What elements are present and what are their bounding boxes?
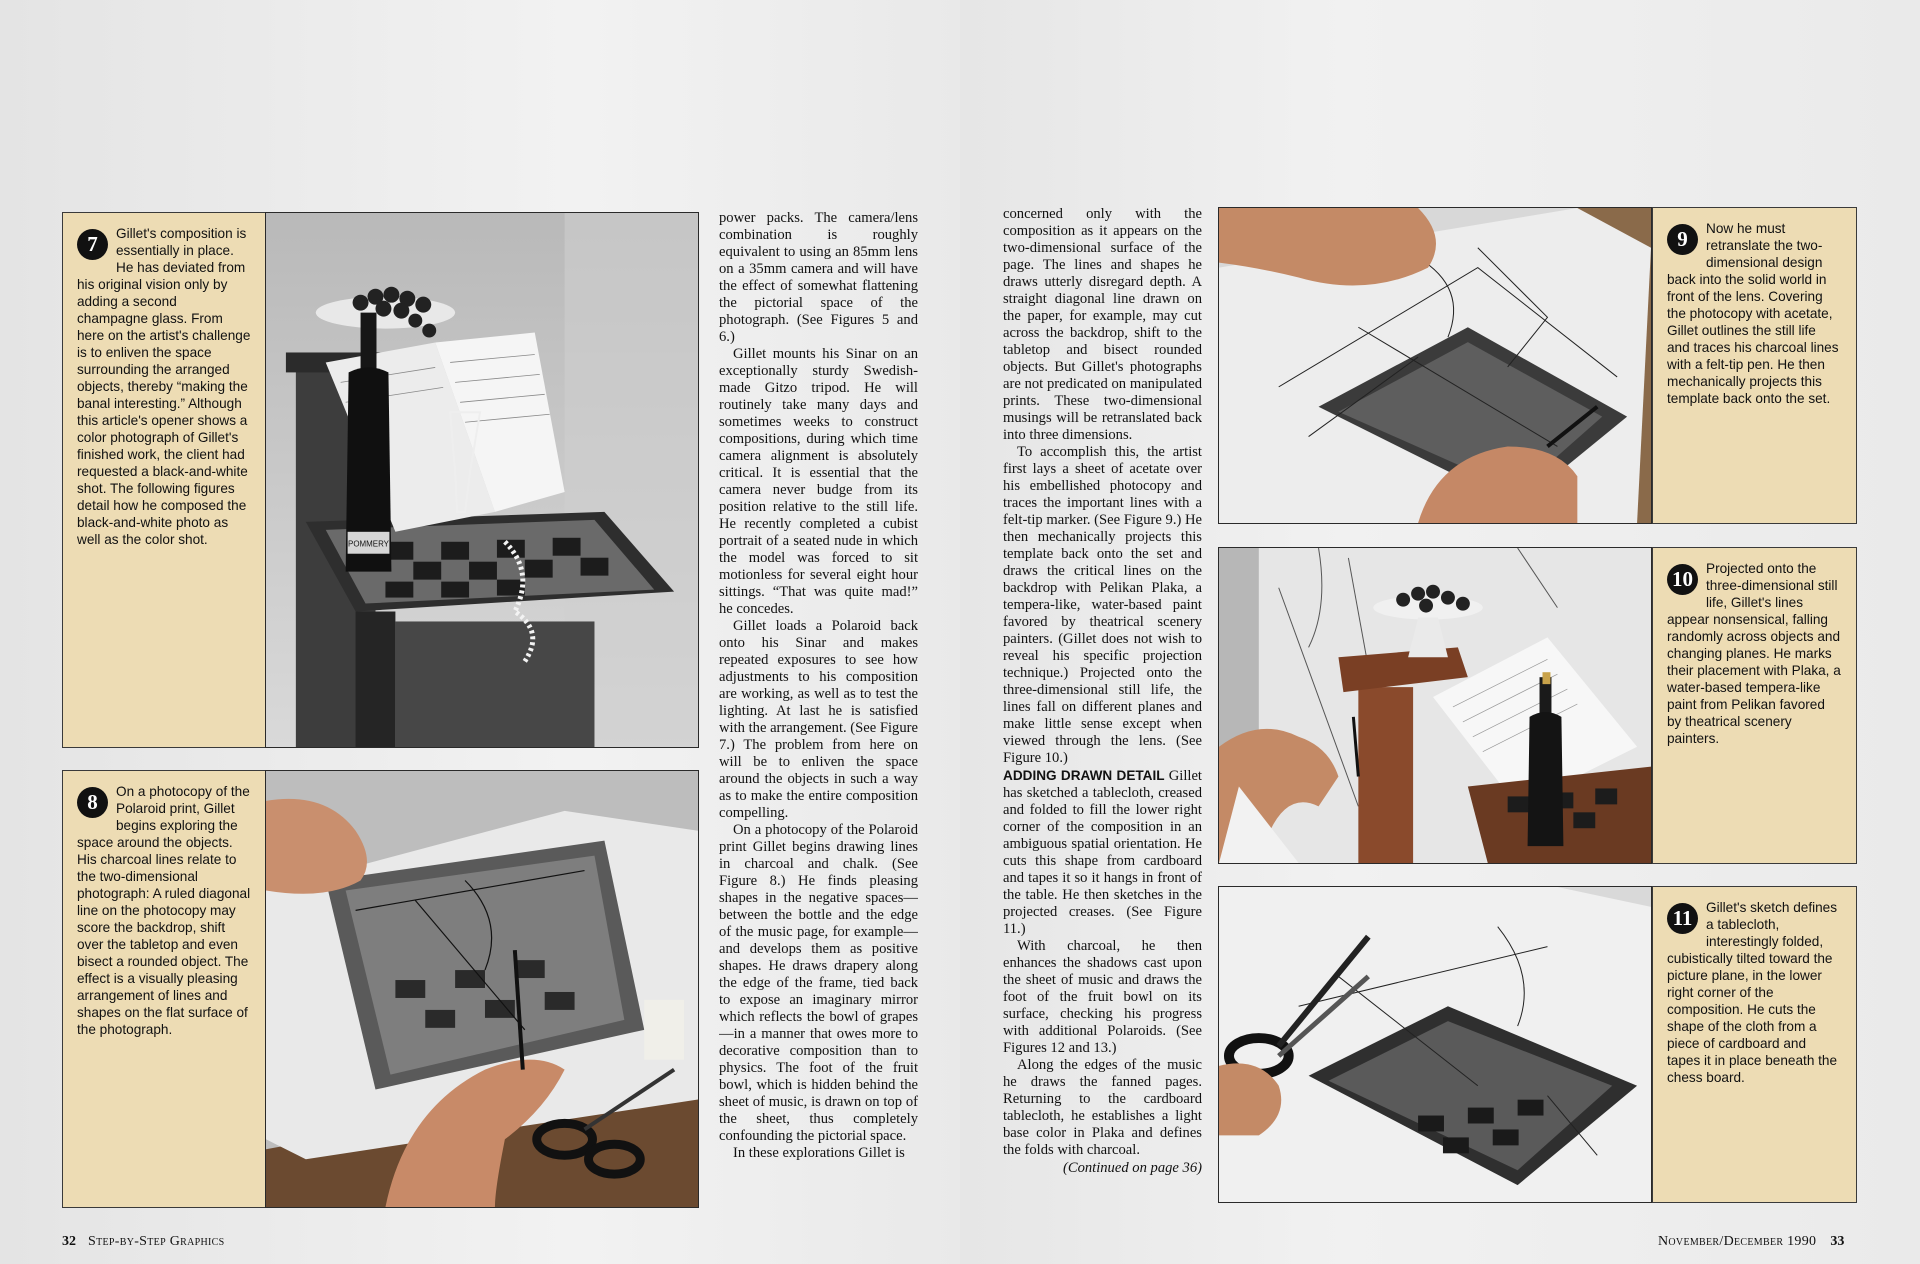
magazine-title: Step-by-Step Graphics	[88, 1234, 225, 1249]
caption-8-text: On a photocopy of the Polaroid print, Gillet begins exploring the space around the objects. His charcoal lines relate to the two-dimensional photograph: A ruled diagonal line on the photocopy may score the backdrop, shift over the tabletop and even bisect a rounded object. The effect is a visually pleasing arrangement of lines and shapes on the flat surface of the photograph.	[77, 784, 251, 1037]
article-paragraph: With charcoal, he then enhances the shadows cast upon the sheet of music and draws the foot of the fruit bowl on its surface, checking his progress with additional Polaroids. (See Figures 12 and 13.)	[1003, 938, 1202, 1056]
right-folio	[1658, 1234, 1844, 1250]
caption-10	[1652, 547, 1857, 864]
left-page-number: 32	[62, 1234, 76, 1249]
article-paragraph: Gillet has sketched a tablecloth, creased and folded to fill the lower right corner of the composition in an ambiguous spatial orientation. He cuts this shape from cardboard and tapes it so it hangs in front of the table. He then sketches in the projected creases. (See Figure 11.)	[1003, 768, 1202, 937]
article-column-left	[719, 210, 918, 1210]
figure-number-7: 7	[77, 229, 108, 260]
figure-9-photo	[1218, 207, 1652, 524]
figure-10-photo	[1218, 547, 1652, 864]
figure-8-photo	[265, 770, 699, 1208]
caption-8	[62, 770, 266, 1208]
figure-7-photo	[265, 212, 699, 748]
issue-date: November/December 1990	[1658, 1234, 1817, 1249]
caption-7	[62, 212, 266, 748]
right-page-number: 33	[1830, 1234, 1845, 1249]
caption-7-text: Gillet's composition is essentially in place. He has deviated from his original vision only by adding a second champagne glass. From here on the artist's challenge is to enliven the space surrounding the arranged objects, thereby “making the banal interesting.” Although this article's opener shows a color photograph of Gillet's finished work, the client had requested a black-and-white shot. The following figures detail how he composed the black-and-white photo as well as the color shot.	[77, 226, 251, 547]
figure-number-9: 9	[1667, 224, 1698, 255]
figure-number-10: 10	[1667, 564, 1698, 595]
article-paragraph: power packs. The camera/lens combination is roughly equivalent to using an 85mm lens on a 35mm camera and will have the effect of somewhat flattening the pictorial space of the photograph. (See Figures 5 and 6.)	[719, 210, 918, 345]
article-paragraph: Gillet loads a Polaroid back onto his Sinar and makes repeated exposures to see how adjustments to his composition are working, as well as to test the lighting. At last he is satisfied with the arrangement. (See Figure 7.) The problem from here on will be to enliven the space around the objects in such a way as to make the entire composition compelling.	[719, 618, 918, 821]
article-paragraph: Gillet mounts his Sinar on an exceptionally sturdy Swedish-made Gitzo tripod. He will routinely take many days and sometimes weeks to construct compositions, during which time camera alignment is absolutely critical. It is essential that the camera never budge from its position relative to the still life. He recently completed a cubist portrait of a seated nude in which the model was forced to sit motionless for several eight hour sittings. “That was quite mad!” he concedes.	[719, 346, 918, 617]
article-paragraph: concerned only with the composition as it appears on the two-dimensional surface of the page. The lines and shapes he draws utterly disregard depth. A straight diagonal line drawn on the paper, for example, may cut across the backdrop, shift to the tabletop and bisect rounded objects. But Gillet's photographs are not predicated on manipulated prints. These two-dimensional musings will be retranslated back into three dimensions.	[1003, 206, 1202, 443]
bottle-label-text: POMMERY	[348, 539, 389, 549]
caption-11-text: Gillet's sketch defines a tablecloth, interestingly folded, cubistically tilted toward the picture plane, in the lower right corner of the composition. He cuts the shape of the cloth from a piece of cardboard and tapes it in place beneath the chess board.	[1667, 900, 1838, 1085]
article-paragraph: On a photocopy of the Polaroid print Gillet begins drawing lines in charcoal and chalk. (See Figure 8.) He finds pleasing shapes in the negative spaces—between the bottle and the edge of the music page, for example—and develops them as positive shapes. He draws drapery along the edge of the frame, tied back to expose an imaginary mirror which reflects the bowl of grapes—in a manner that owes more to decorative composition than to physics. The foot of the fruit bowl, which is hidden behind the sheet of music, is drawn on top of the sheet, thus completely confounding the pictorial space.	[719, 822, 918, 1144]
article-paragraph: In these explorations Gillet is	[733, 1145, 905, 1161]
section-subhead: ADDING DRAWN DETAIL	[1003, 768, 1165, 783]
caption-9-text: Now he must retranslate the two-dimensional design back into the solid world in front of the lens. Covering the photocopy with acetate, Gillet outlines the still life and traces his charcoal lines with a felt-tip pen. He then mechanically projects this template back onto the set.	[1667, 221, 1839, 406]
caption-10-text: Projected onto the three-dimensional still life, Gillet's lines appear nonsensical, falling randomly across objects and changing planes. He marks their placement with Plaka, a water-based tempera-like paint from Pelikan favored by theatrical scenery painters.	[1667, 561, 1841, 746]
caption-9	[1652, 207, 1857, 524]
continued-note: (Continued on page 36)	[1062, 1160, 1202, 1176]
figure-11-photo	[1218, 886, 1652, 1203]
figure-number-8: 8	[77, 787, 108, 818]
article-column-right	[1003, 206, 1202, 1210]
figure-number-11: 11	[1667, 903, 1698, 934]
left-folio	[62, 1234, 225, 1250]
caption-11	[1652, 886, 1857, 1203]
article-paragraph: Along the edges of the music he draws the fanned pages. Returning to the cardboard tablecloth, he establishes a light base color in Plaka and defines the folds with charcoal.	[1003, 1057, 1202, 1158]
article-paragraph: To accomplish this, the artist first lays a sheet of acetate over his embellished photocopy and traces the important lines with a felt-tip marker. (See Figure 9.) He then mechanically projects this template back onto the set and draws the critical lines on the backdrop with Pelikan Plaka, a tempera-like, water-based paint favored by theatrical scenery painters. (Gillet does not wish to reveal his specific projection technique.) Projected onto the three-dimensional still life, the lines fall on different planes and make little sense except when viewed through the lens. (See Figure 10.)	[1003, 444, 1202, 766]
